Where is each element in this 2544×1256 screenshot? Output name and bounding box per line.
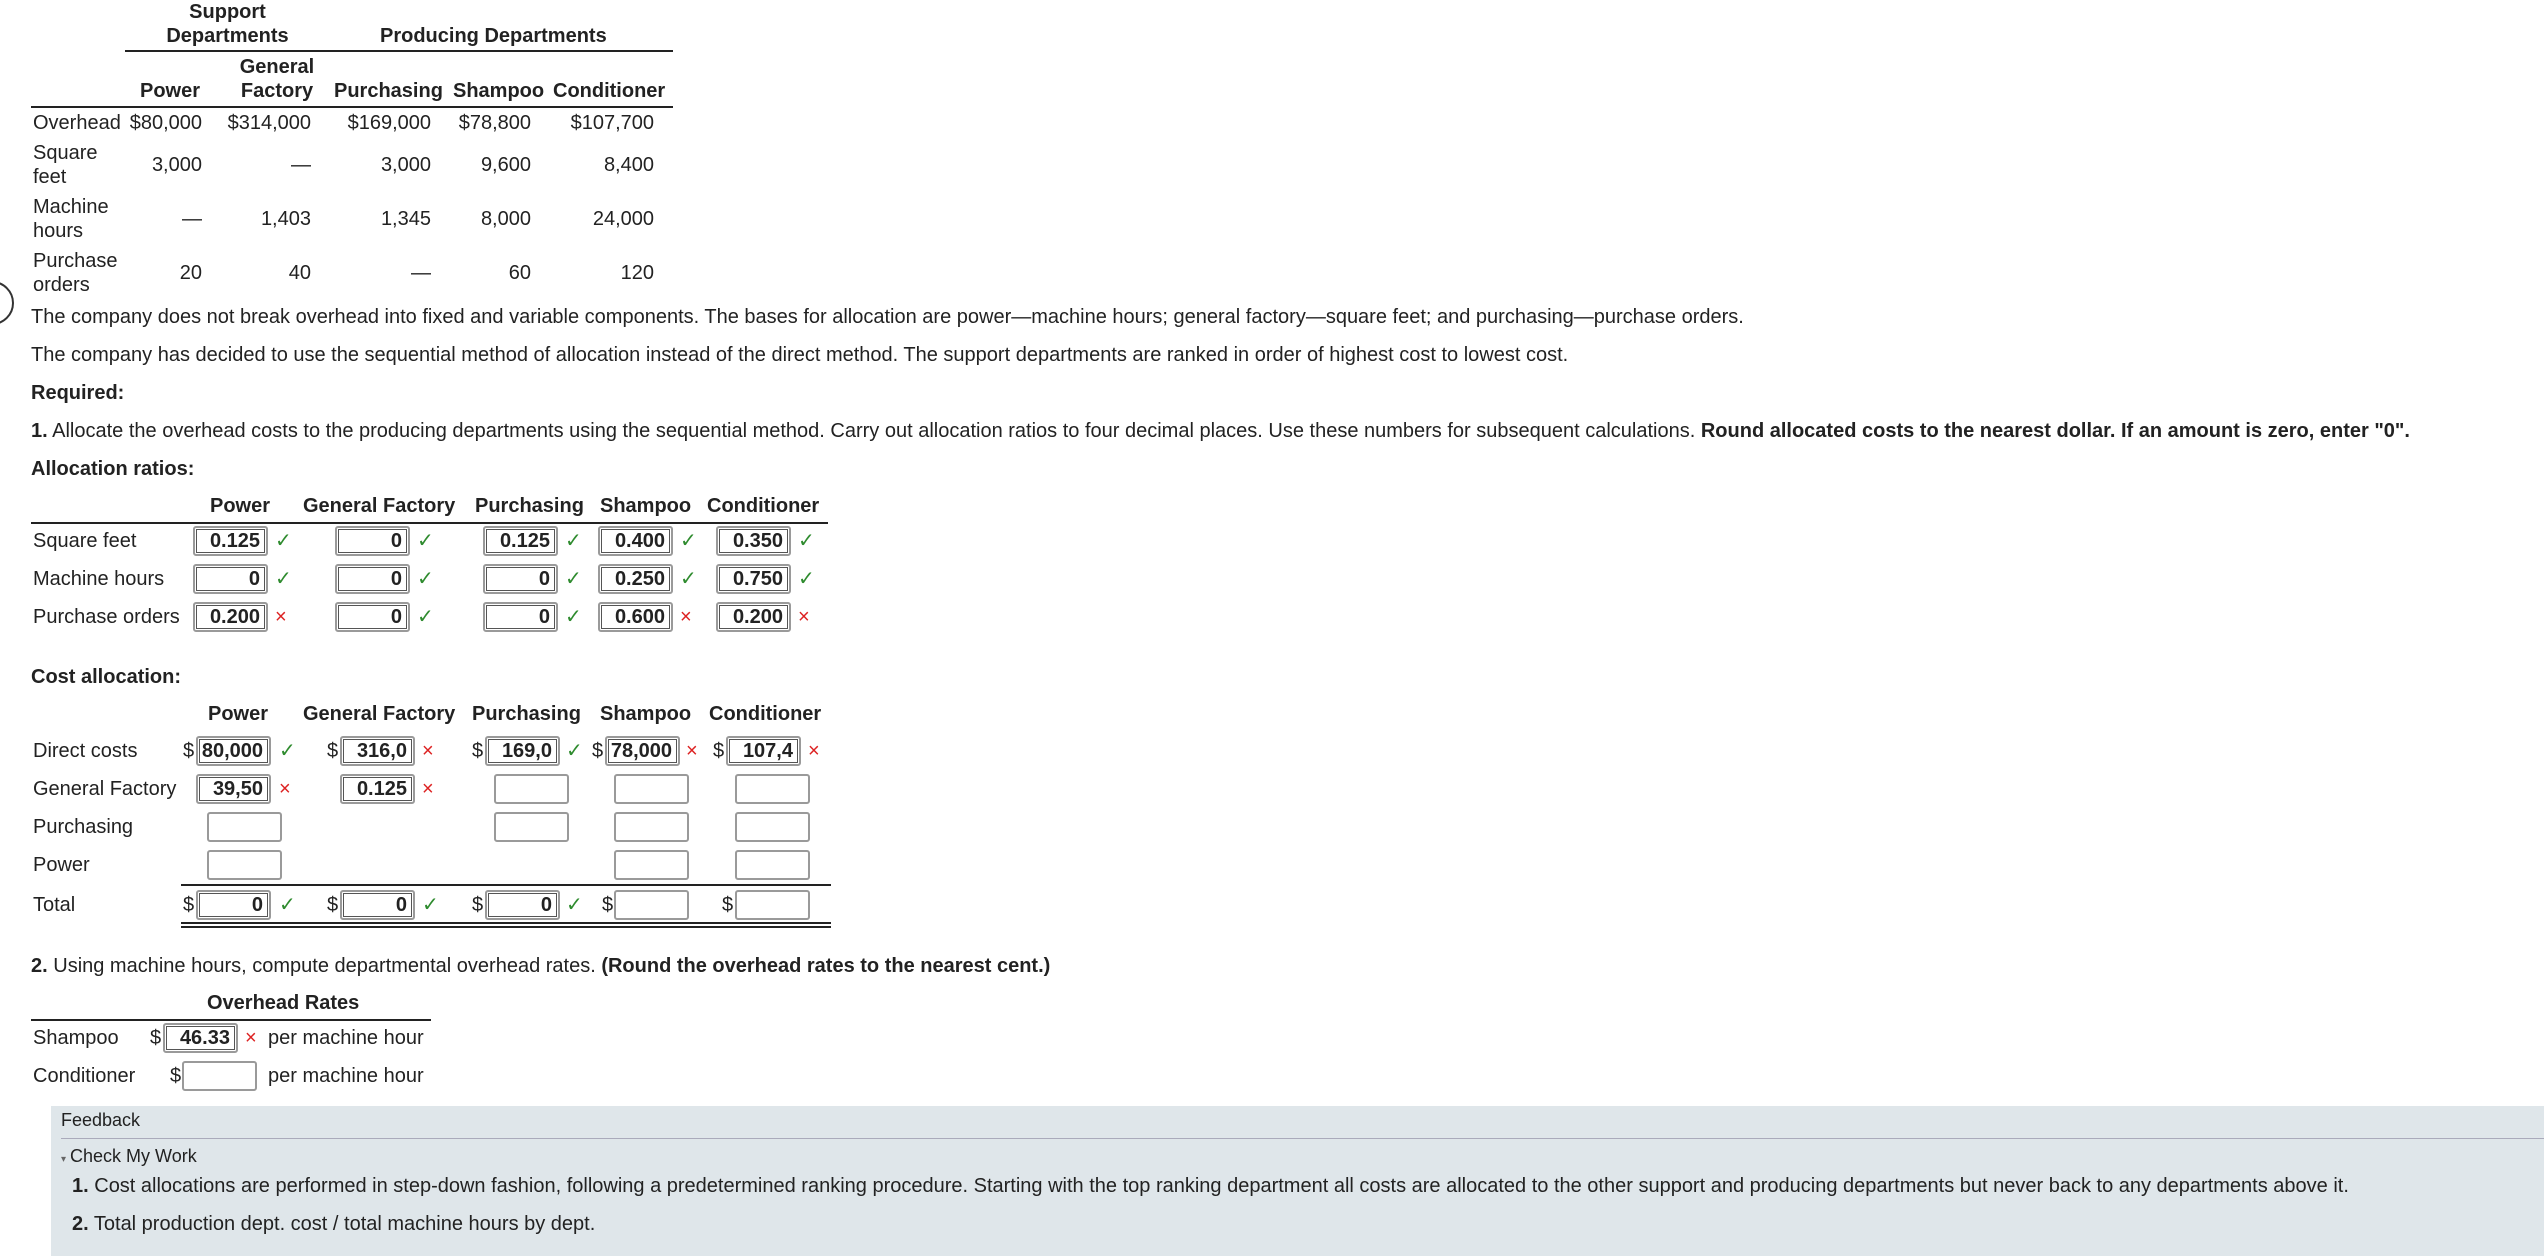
row-label: Purchase orders [33, 606, 180, 628]
col-general-factory: General Factory [303, 495, 456, 517]
row-label: Total [33, 894, 76, 916]
col-purchasing: Purchasing [472, 703, 581, 725]
cost-input[interactable] [735, 812, 810, 842]
cross-icon: × [686, 740, 698, 762]
row-label: Square feet [33, 142, 98, 188]
total-input[interactable]: 0 [196, 890, 271, 920]
cell: 24,000 [592, 208, 654, 230]
rate-input-conditioner[interactable] [182, 1061, 257, 1091]
cross-icon: × [245, 1027, 257, 1049]
rate-input-shampoo[interactable]: 46.33 [163, 1023, 238, 1053]
cell: — [291, 154, 311, 176]
description-text: The company does not break overhead into fixed and variable components. The bases for allocation are power—machine hours; general factory—square feet; and purchasing—purchase orders. [31, 306, 1744, 328]
cell: 8,400 [603, 154, 654, 176]
ratio-input[interactable]: 0 [335, 602, 410, 632]
ratio-input[interactable]: 0.200 [716, 602, 791, 632]
overhead-rates-title: Overhead Rates [207, 992, 360, 1014]
ratio-input[interactable]: 0.125 [193, 526, 268, 556]
row-label: Machine hours [33, 196, 109, 242]
check-icon: ✓ [798, 568, 815, 590]
cell: 9,600 [480, 154, 531, 176]
check-my-work-toggle[interactable]: ▾ Check My Work [61, 1146, 197, 1166]
cross-icon: × [798, 606, 810, 628]
cost-input[interactable]: 107,4 [726, 736, 801, 766]
header-producing-departments: Producing Departments [380, 25, 607, 47]
ratio-input[interactable]: 0.250 [598, 564, 673, 594]
check-icon: ✓ [565, 568, 582, 590]
ratio-input[interactable]: 0 [335, 564, 410, 594]
check-icon: ✓ [417, 568, 434, 590]
cell: — [411, 262, 431, 284]
col-power: Power [210, 495, 271, 517]
ratio-input[interactable]: 0.125 [483, 526, 558, 556]
check-icon: ✓ [275, 568, 292, 590]
check-icon: ✓ [798, 530, 815, 552]
row-label: Direct costs [33, 740, 138, 762]
ratio-input[interactable]: 0.750 [716, 564, 791, 594]
description-text: The company has decided to use the sequential method of allocation instead of the direct method. The support departments are ranked in order of highest cost to lowest cost. [31, 344, 1569, 366]
total-input[interactable]: 0 [485, 890, 560, 920]
cross-icon: × [275, 606, 287, 628]
cell: 1,403 [260, 208, 311, 230]
cell: $78,800 [458, 112, 531, 134]
cost-input[interactable]: 0.125 [340, 774, 415, 804]
check-icon: ✓ [417, 606, 434, 628]
cell: — [182, 208, 202, 230]
row-label: Purchasing [33, 816, 134, 838]
feedback-item-1: 1. Cost allocations are performed in step-down fashion, following a predetermined ranking procedure. Starting with the top ranking department all costs are allocated to the other support and producing departments but never back to any departments above it. [72, 1175, 2349, 1197]
cell: 20 [179, 262, 202, 284]
ratio-input[interactable]: 0 [335, 526, 410, 556]
cell: 40 [288, 262, 311, 284]
cross-icon: × [680, 606, 692, 628]
check-icon: ✓ [279, 894, 296, 916]
header-support-departments: Support Departments [166, 1, 289, 47]
ratio-input[interactable]: 0.600 [598, 602, 673, 632]
cost-input[interactable] [735, 850, 810, 880]
question-1: 1. Allocate the overhead costs to the producing departments using the sequential method. Carry out allocation ratios to four decimal places. Use these numbers for subsequent calculations. Round allocated costs to the nearest dollar. If an amount is zero, enter "0". [31, 420, 2410, 442]
ratio-input[interactable]: 0 [193, 564, 268, 594]
col-power: Power [208, 703, 269, 725]
cost-input[interactable]: 78,000 [605, 736, 680, 766]
col-shampoo: Shampoo [453, 80, 545, 102]
cost-input[interactable] [614, 812, 689, 842]
total-input[interactable] [735, 890, 810, 920]
col-purchasing: Purchasing [334, 80, 443, 102]
check-icon: ✓ [680, 530, 697, 552]
total-input[interactable]: 0 [340, 890, 415, 920]
cost-input[interactable] [494, 812, 569, 842]
cell: 120 [620, 262, 654, 284]
cross-icon: × [808, 740, 820, 762]
row-label: Conditioner [33, 1065, 136, 1087]
cost-allocation-heading: Cost allocation: [31, 666, 182, 688]
cell: 1,345 [380, 208, 431, 230]
cross-icon: × [422, 778, 434, 800]
row-label: Shampoo [33, 1027, 119, 1049]
check-icon: ✓ [566, 894, 583, 916]
cost-input[interactable]: 169,0 [485, 736, 560, 766]
check-icon: ✓ [565, 530, 582, 552]
cost-input[interactable] [494, 774, 569, 804]
ratio-input[interactable]: 0.350 [716, 526, 791, 556]
question-2: 2. Using machine hours, compute departmental overhead rates. (Round the overhead rates to the nearest cent.) [31, 955, 1051, 977]
cost-input[interactable] [207, 812, 282, 842]
check-icon: ✓ [680, 568, 697, 590]
radio-indicator [0, 281, 14, 325]
cell: 3,000 [380, 154, 431, 176]
cost-input[interactable] [735, 774, 810, 804]
cell: $80,000 [129, 112, 202, 134]
cost-input[interactable]: 39,50 [196, 774, 271, 804]
cell: $169,000 [347, 112, 431, 134]
col-conditioner: Conditioner [709, 703, 822, 725]
cell: 8,000 [480, 208, 531, 230]
cost-input[interactable]: 316,0 [340, 736, 415, 766]
cost-input[interactable] [207, 850, 282, 880]
ratio-input[interactable]: 0.400 [598, 526, 673, 556]
col-conditioner: Conditioner [707, 495, 820, 517]
cell: $314,000 [227, 112, 311, 134]
unit-label: per machine hour [268, 1027, 424, 1049]
ratio-input[interactable]: 0 [483, 564, 558, 594]
col-purchasing: Purchasing [475, 495, 584, 517]
col-power: Power [140, 80, 201, 102]
check-icon: ✓ [279, 740, 296, 762]
check-icon: ✓ [565, 606, 582, 628]
col-general-factory: General Factory [303, 703, 456, 725]
cross-icon: × [422, 740, 434, 762]
col-shampoo: Shampoo [600, 495, 692, 517]
cost-input[interactable] [614, 774, 689, 804]
ratio-input[interactable]: 0 [483, 602, 558, 632]
ratio-input[interactable]: 0.200 [193, 602, 268, 632]
cross-icon: × [279, 778, 291, 800]
row-label: Overhead [33, 112, 121, 134]
row-label: Power [33, 854, 90, 876]
row-label: Machine hours [33, 568, 165, 590]
feedback-item-2: 2. Total production dept. cost / total machine hours by dept. [72, 1213, 596, 1235]
cell: $107,700 [570, 112, 654, 134]
col-shampoo: Shampoo [600, 703, 692, 725]
col-conditioner: Conditioner [553, 80, 666, 102]
cost-input[interactable] [614, 850, 689, 880]
check-icon: ✓ [422, 894, 439, 916]
cost-input[interactable]: 80,000 [196, 736, 271, 766]
cell: 60 [508, 262, 531, 284]
row-label: General Factory [33, 778, 177, 800]
required-heading: Required: [31, 382, 125, 404]
col-general-factory: General Factory [239, 56, 315, 102]
check-icon: ✓ [566, 740, 583, 762]
cell: 3,000 [151, 154, 202, 176]
allocation-ratios-heading: Allocation ratios: [31, 458, 195, 480]
unit-label: per machine hour [268, 1065, 424, 1087]
check-icon: ✓ [417, 530, 434, 552]
row-label: Square feet [33, 530, 137, 552]
caret-down-icon: ▾ [61, 1154, 67, 1165]
check-icon: ✓ [275, 530, 292, 552]
row-label: Purchase orders [33, 250, 118, 296]
total-input[interactable] [614, 890, 689, 920]
feedback-title: Feedback [61, 1110, 141, 1130]
